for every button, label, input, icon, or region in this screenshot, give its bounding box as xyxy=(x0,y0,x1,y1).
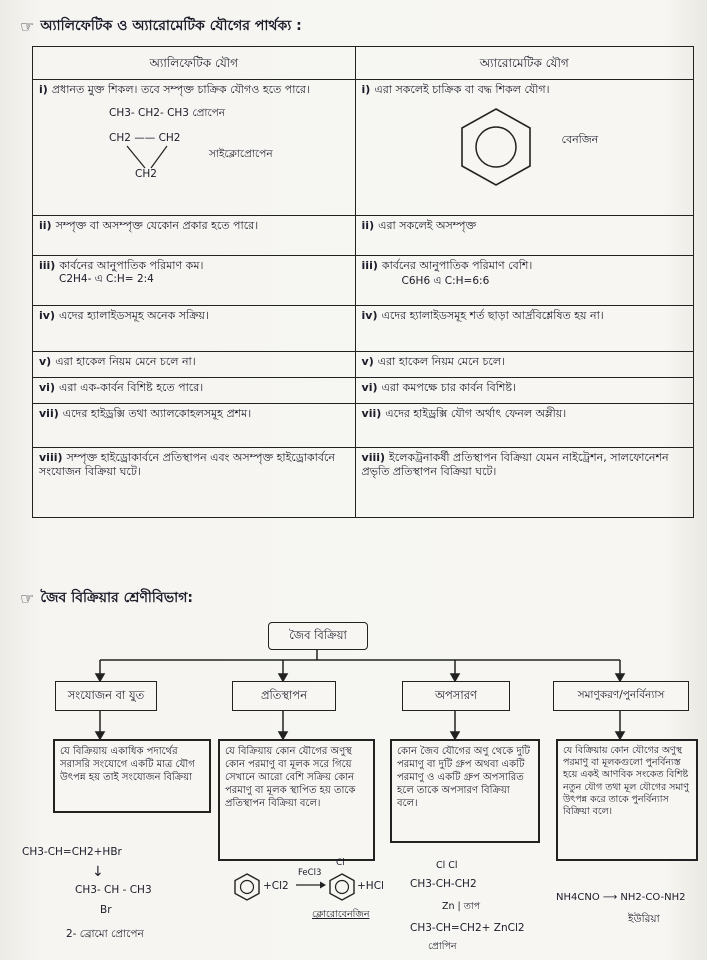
category-rearrangement: সমাণুকরণ/পুনর্বিন্যাস xyxy=(553,681,689,711)
row-number: vi) xyxy=(361,381,378,394)
cell-text: এরা কমপক্ষে চার কার্বন বিশিষ্ট। xyxy=(381,381,516,394)
cell-text: এদের হাইড্রক্সি তথা অ্যালকোহলসমূহ প্রশম। xyxy=(62,407,252,420)
cyclopropane-top: CH2 —— CH2 xyxy=(109,131,181,144)
cell-text: সম্পৃক্ত হাইড্রোকার্বনে প্রতিস্থাপন এবং অসম্পৃক্ত হাইড্রোকার্বনে সংযোজন বিক্রিয়া ঘটে। xyxy=(39,451,335,478)
cell-text: কার্বনের আনুপাতিক পরিমাণ কম। xyxy=(59,259,204,272)
cell-text: এরা সকলেই চাক্রিক বা বদ্ধ শিকল যৌগ। xyxy=(374,83,550,96)
propane-formula: CH3- CH2- CH3 প্রোপেন xyxy=(109,106,226,119)
row-number: v) xyxy=(39,355,52,368)
row-number: viii) xyxy=(361,451,386,464)
elimination-product-name: প্রোপিন xyxy=(428,941,457,952)
cell-text: এরা এক-কার্বন বিশিষ্ট হতে পারে। xyxy=(58,381,204,394)
row-number: vii) xyxy=(39,407,59,420)
substitution-chlorine: Cl xyxy=(336,858,345,868)
row-number: ii) xyxy=(39,219,52,232)
rearrangement-definition: যে বিক্রিয়ায় কোন যৌগের অণুস্থ পরমাণু বা মূলকগুলো পুনর্বিন্যস্ত হয়ে একই আণবিক সংকেত বিশিষ্ট নতুন যৌগ তথা মূল যৌগের সমাণু উৎপন্ন করে তাকে পুনর্বিন্যাস বিক্রিয়া বলে। xyxy=(556,739,698,861)
rearrangement-product-name: ইউরিয়া xyxy=(628,913,660,925)
benzene-ring-icon xyxy=(232,872,262,902)
row-number: vi) xyxy=(39,381,55,394)
substitution-definition: যে বিক্রিয়ায় কোন যৌগের অণুস্থ কোন পরমাণু বা মূলক সরে গিয়ে সেখানে আরো বেশি সক্রিয় কোন পরমাণু বা মূলক স্থাপিত হয় তাকে প্রতিস্থাপন বিক্রিয়া বলে। xyxy=(218,739,375,861)
cell-text: এরা সকলেই অসম্পৃক্ত xyxy=(378,219,477,232)
elimination-reactant: CH3-CH-CH2 xyxy=(410,878,477,890)
section1-title: অ্যালিফেটিক ও অ্যারোমেটিক যৌগের পার্থক্য : xyxy=(40,18,302,34)
ratio-formula: C6H6 এ C:H=6:6 xyxy=(401,274,490,287)
elimination-product: CH3-CH=CH2+ ZnCl2 xyxy=(410,922,525,934)
addition-reactants: CH3-CH=CH2+HBr xyxy=(22,846,122,858)
row-number: iii) xyxy=(39,259,56,272)
elimination-chlorines: Cl Cl xyxy=(436,860,458,871)
cell-text: কার্বনের আনুপাতিক পরিমাণ বেশি। xyxy=(381,259,533,272)
substitution-catalyst: FeCl3 xyxy=(298,868,322,878)
chlorobenzene-ring-icon xyxy=(327,872,357,902)
cell-text: সম্পৃক্ত বা অসম্পৃক্ত যেকোন প্রকার হতে পারে। xyxy=(55,219,259,232)
addition-product: CH3- CH - CH3 xyxy=(75,884,152,896)
addition-product-name: 2- ব্রোমো প্রোপেন xyxy=(66,928,144,940)
cell-text: এদের হাইড্রক্সি যৌগ অর্থাৎ ফেনল অম্লীয়। xyxy=(385,407,567,420)
row-number: vii) xyxy=(361,407,382,420)
elimination-definition: কোন জৈব যৌগের অণু থেকে দুটি পরমাণু বা দুটি গ্রুপ অথবা একটি পরমাণু ও একটি গ্রুপ অপসারিত হলে তাকে অপসারণ বিক্রিয়া বলে। xyxy=(390,739,540,843)
category-addition: সংযোজন বা যুত xyxy=(55,681,157,711)
rearrangement-equation: NH4CNO ⟶ NH2-CO-NH2 xyxy=(556,892,686,903)
section2-title: জৈব বিক্রিয়ার শ্রেণীবিভাগ: xyxy=(40,590,193,606)
row-number: i) xyxy=(39,83,48,96)
substitution-byproduct: +HCl xyxy=(357,880,384,892)
cell-text: ইলেকট্রনাকর্ষী প্রতিস্থাপন বিক্রিয়া যেমন নাইট্রেশন, সালফোনেশন প্রভৃতি প্রতিস্থাপন বিক্রিয়া ঘটে। xyxy=(361,451,669,478)
cell-text: এদের হ্যালাইডসমূহ অনেক সক্রিয়। xyxy=(58,309,209,322)
row-number: i) xyxy=(361,83,371,96)
aromatic-header: অ্যারোমেটিক যৌগ xyxy=(355,47,693,80)
root-node: জৈব বিক্রিয়া xyxy=(268,622,368,650)
substitution-product-name: ক্লোরোবেনজিন xyxy=(312,909,370,920)
cell-text: এরা হাকেল নিয়ম মেনে চলে না। xyxy=(55,355,196,368)
row-number: iii) xyxy=(361,259,378,272)
substitution-reagent: +Cl2 xyxy=(263,880,289,892)
row-number: iv) xyxy=(361,309,378,322)
category-elimination: অপসারণ xyxy=(402,681,510,711)
cyclopropane-name: সাইক্লোপ্রোপেন xyxy=(209,147,273,160)
pointing-hand-icon: ☞ xyxy=(20,588,35,608)
cyclopropane-bottom: CH2 xyxy=(135,167,157,180)
aliphatic-header: অ্যালিফেটিক যৌগ xyxy=(33,47,356,80)
addition-definition: যে বিক্রিয়ায় একাধিক পদার্থের সরাসরি সংযোগে একটি মাত্র যৌগ উৎপন্ন হয় তাই সংযোজন বিক্রিয়া xyxy=(53,739,211,813)
reaction-arrow-icon xyxy=(296,880,326,890)
cell-text: এদের হ্যালাইডসমূহ শর্ত ছাড়া আর্দ্রবিশ্লেষিত হয় না। xyxy=(381,309,604,322)
addition-arrow: ↓ xyxy=(92,864,104,880)
cell-text: প্রধানত মুক্ত শিকল। তবে সম্পৃক্ত চাক্রিক যৌগও হতে পারে। xyxy=(51,83,310,96)
pointing-hand-icon: ☞ xyxy=(20,16,35,36)
row-number: ii) xyxy=(361,219,375,232)
row-number: viii) xyxy=(39,451,63,464)
cell-text: এরা হাকেল নিয়ম মেনে চলে। xyxy=(377,355,505,368)
ratio-formula: C2H4- এ C:H= 2:4 xyxy=(59,272,154,285)
category-substitution: প্রতিস্থাপন xyxy=(232,681,336,711)
row-number: v) xyxy=(361,355,374,368)
elimination-condition: Zn | তাপ xyxy=(442,901,481,912)
benzene-label: বেনজিন xyxy=(561,132,599,146)
addition-substituent: Br xyxy=(100,904,112,916)
row-number: iv) xyxy=(39,309,55,322)
